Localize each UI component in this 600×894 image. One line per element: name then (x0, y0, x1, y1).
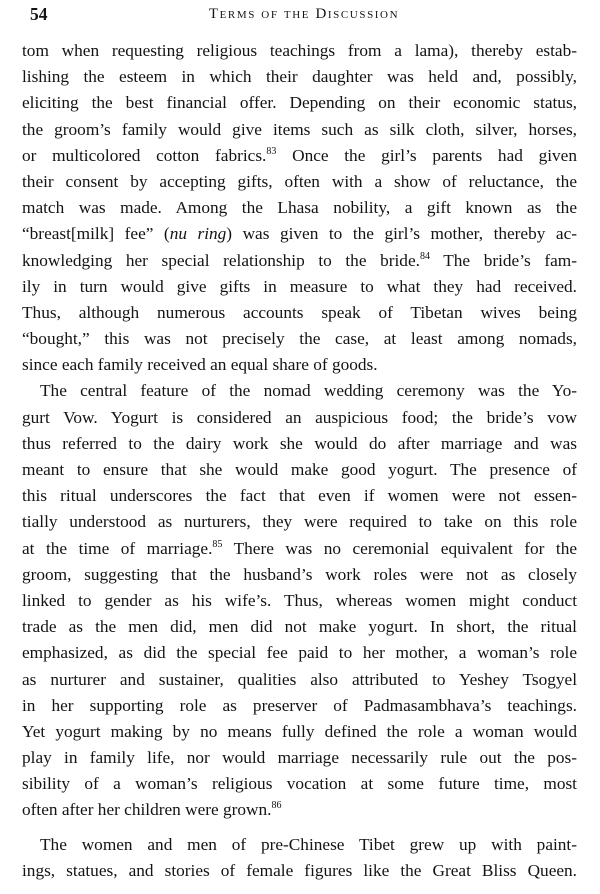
text-line: play in family life, nor would marriage necessarily rule out the pos- (22, 748, 577, 768)
text-line: The women and men of pre-Chinese Tibet grew up with paint- (40, 834, 577, 854)
body-text (22, 38, 577, 884)
text-line: “breast[milk] fee” (nu ring) was given to the girl’s mother, thereby ac- (22, 224, 577, 244)
text-line: meant to ensure that she would make good yogurt. The presence of (22, 460, 577, 479)
text-line: Thus, although numerous accounts speak of Tibetan wives being (22, 302, 577, 322)
text-line: tially understood as nurturers, they were required to take on this role (22, 512, 577, 532)
text-line: linked to gender as his wife’s. Thus, whereas women might conduct (22, 590, 577, 610)
text-line: thus referred to the dairy work she would do after marriage and was (22, 433, 577, 453)
text-line: ily in turn would give gifts in measure to what they had received. (22, 276, 577, 296)
text-line: eliciting the best financial offer. Depending on their economic status, (22, 93, 577, 113)
text-line: “bought,” this was not precisely the case, at least among nomads, (22, 329, 577, 349)
text-line: ings, statues, and stories of female figures like the Great Bliss Queen. (22, 860, 577, 880)
paragraph-gap (22, 824, 577, 832)
text-line: their consent by accepting gifts, often with a show of reluctance, the (22, 171, 577, 191)
text-line: tom when requesting religious teachings from a lama), thereby estab- (22, 41, 577, 60)
text-line: often after her children were grown.$^{86}$ (22, 800, 282, 820)
running-head: Terms of the Discussion (208, 6, 400, 22)
text-line: sibility of a woman’s religious vocation at some future time, most (22, 774, 577, 794)
text-line: lishing the esteem in which their daughter was held and, possibly, (22, 67, 577, 87)
text-line: Yet yogurt making by no means fully defined the role a woman would (22, 721, 577, 741)
text-line: since each family received an equal share of goods. (22, 355, 378, 375)
text-line: match was made. Among the Lhasa nobility, a gift known as the (22, 198, 577, 218)
paragraph-2 (22, 378, 577, 823)
text-line: gurt Vow. Yogurt is considered an auspicious food; the bride’s vow (22, 407, 577, 427)
page-number: 54 (30, 4, 48, 24)
text-line: groom, suggesting that the husband’s work roles were not as closely (22, 564, 577, 584)
paragraph-1 (22, 38, 577, 378)
text-line: in her supporting role as preserver of Padmasambhava’s teachings. (22, 695, 577, 715)
text-line: emphasized, as did the special fee paid to her mother, a woman’s role (22, 643, 577, 663)
paragraph-3 (22, 832, 577, 884)
text-line: knowledging her special relationship to the bride.$^{84}$ The bride’s fam- (22, 250, 577, 270)
text-line: or multicolored cotton fabrics.$^{83}$ Once the girl’s parents had given (22, 145, 577, 165)
text-line: trade as the men did, men did not make yogurt. In short, the ritual (22, 617, 577, 637)
text-line: at the time of marriage.$^{85}$ There was no ceremonial equivalent for the (22, 538, 577, 558)
page-header (30, 4, 578, 28)
text-line: this ritual underscores the fact that even if women were not essen- (22, 486, 577, 506)
text-line: as nurturer and sustainer, qualities also attributed to Yeshey Tsogyel (22, 669, 577, 689)
text-line: The central feature of the nomad wedding ceremony was the Yo- (40, 381, 577, 401)
text-line: the groom’s family would give items such as silk cloth, silver, horses, (22, 119, 577, 139)
